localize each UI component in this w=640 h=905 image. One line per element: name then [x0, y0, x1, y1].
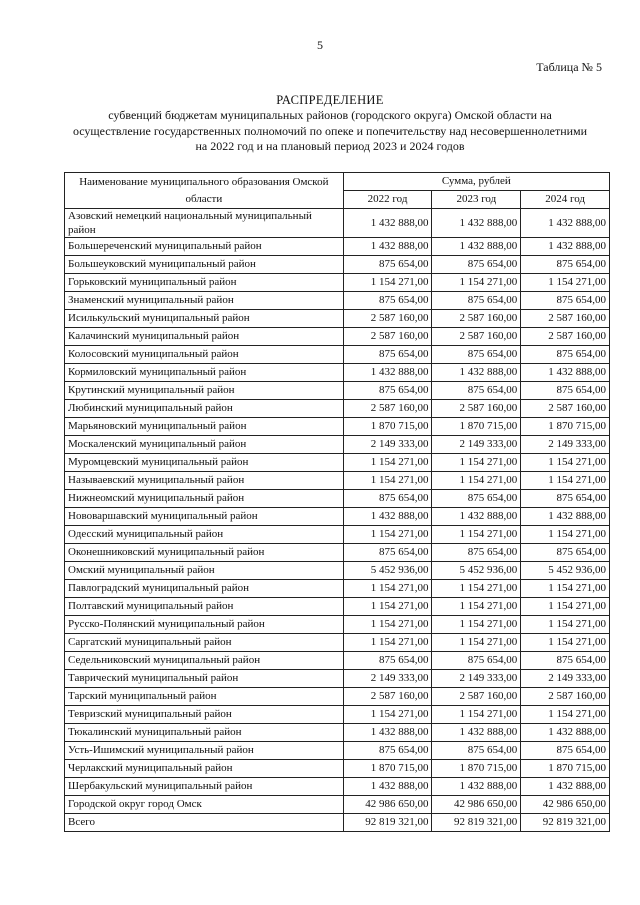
document-heading: [40, 92, 620, 155]
row-value-2022: 5 452 936,00: [343, 562, 432, 580]
row-value-2023: 2 587 160,00: [432, 688, 521, 706]
row-value-2024: 1 870 715,00: [521, 418, 610, 436]
table-row: [65, 544, 610, 562]
row-value-2024: 875 654,00: [521, 256, 610, 274]
table-row: [65, 328, 610, 346]
row-value-2024: 1 154 271,00: [521, 526, 610, 544]
row-value-2022: 875 654,00: [343, 382, 432, 400]
table-row: [65, 346, 610, 364]
row-value-2022: 1 154 271,00: [343, 472, 432, 490]
row-name: Муромцевский муниципальный район: [65, 454, 344, 472]
row-name: Тевризский муниципальный район: [65, 706, 344, 724]
row-value-2023: 1 432 888,00: [432, 238, 521, 256]
table-row: [65, 670, 610, 688]
row-name: Оконешниковский муниципальный район: [65, 544, 344, 562]
row-value-2022: 1 154 271,00: [343, 706, 432, 724]
row-value-2024: 875 654,00: [521, 382, 610, 400]
row-value-2023: 42 986 650,00: [432, 796, 521, 814]
row-value-2023: 2 149 333,00: [432, 670, 521, 688]
row-value-2023: 875 654,00: [432, 544, 521, 562]
row-value-2023: 875 654,00: [432, 292, 521, 310]
header-year-2022: 2022 год: [343, 191, 432, 209]
table-row: [65, 598, 610, 616]
table-row: [65, 256, 610, 274]
row-value-2023: 2 149 333,00: [432, 436, 521, 454]
row-value-2022: 1 870 715,00: [343, 760, 432, 778]
document-title: РАСПРЕДЕЛЕНИЕ: [276, 93, 384, 107]
row-value-2022: 875 654,00: [343, 256, 432, 274]
row-value-2023: 1 870 715,00: [432, 760, 521, 778]
row-name: Калачинский муниципальный район: [65, 328, 344, 346]
header-sum: Сумма, рублей: [343, 173, 609, 191]
row-value-2024: 2 587 160,00: [521, 310, 610, 328]
row-name: Седельниковский муниципальный район: [65, 652, 344, 670]
row-name: Черлакский муниципальный район: [65, 760, 344, 778]
row-name: Нижнеомский муниципальный район: [65, 490, 344, 508]
row-value-2023: 875 654,00: [432, 652, 521, 670]
row-name: Тюкалинский муниципальный район: [65, 724, 344, 742]
row-value-2024: 1 154 271,00: [521, 634, 610, 652]
row-value-2023: 875 654,00: [432, 490, 521, 508]
row-value-2022: 1 432 888,00: [343, 778, 432, 796]
row-value-2024: 1 432 888,00: [521, 778, 610, 796]
row-value-2023: 1 432 888,00: [432, 778, 521, 796]
table-row: [65, 778, 610, 796]
row-name: Саргатский муниципальный район: [65, 634, 344, 652]
row-value-2023: 875 654,00: [432, 346, 521, 364]
row-value-2022: 1 432 888,00: [343, 508, 432, 526]
row-name: Павлоградский муниципальный район: [65, 580, 344, 598]
row-value-2022: 1 154 271,00: [343, 274, 432, 292]
row-value-2024: 2 587 160,00: [521, 328, 610, 346]
row-value-2024: 1 432 888,00: [521, 238, 610, 256]
row-name: Таврический муниципальный район: [65, 670, 344, 688]
row-name: Всего: [65, 814, 344, 832]
row-name: Горьковский муниципальный район: [65, 274, 344, 292]
row-name: Омский муниципальный район: [65, 562, 344, 580]
row-value-2022: 875 654,00: [343, 652, 432, 670]
row-value-2024: 1 154 271,00: [521, 616, 610, 634]
row-value-2024: 875 654,00: [521, 346, 610, 364]
table-row: [65, 742, 610, 760]
row-value-2022: 1 154 271,00: [343, 580, 432, 598]
row-value-2023: 2 587 160,00: [432, 400, 521, 418]
row-value-2023: 1 154 271,00: [432, 598, 521, 616]
row-name: Нововаршавский муниципальный район: [65, 508, 344, 526]
table-row: [65, 508, 610, 526]
row-value-2022: 875 654,00: [343, 490, 432, 508]
row-value-2022: 1 154 271,00: [343, 616, 432, 634]
table-row: [65, 400, 610, 418]
table-row: [65, 652, 610, 670]
row-value-2023: 1 154 271,00: [432, 634, 521, 652]
row-value-2023: 1 432 888,00: [432, 508, 521, 526]
row-value-2022: 2 149 333,00: [343, 436, 432, 454]
row-value-2022: 1 154 271,00: [343, 634, 432, 652]
header-year-2023: 2023 год: [432, 191, 521, 209]
row-value-2022: 2 587 160,00: [343, 688, 432, 706]
row-name: Усть-Ишимский муниципальный район: [65, 742, 344, 760]
row-value-2024: 875 654,00: [521, 544, 610, 562]
table-row: [65, 418, 610, 436]
row-value-2024: 2 587 160,00: [521, 688, 610, 706]
row-value-2022: 2 587 160,00: [343, 328, 432, 346]
row-name: Исилькульский муниципальный район: [65, 310, 344, 328]
row-value-2024: 1 154 271,00: [521, 274, 610, 292]
row-value-2023: 1 154 271,00: [432, 454, 521, 472]
table-row: [65, 760, 610, 778]
row-value-2022: 1 432 888,00: [343, 724, 432, 742]
row-name: Кормиловский муниципальный район: [65, 364, 344, 382]
row-value-2024: 1 432 888,00: [521, 508, 610, 526]
row-value-2024: 1 154 271,00: [521, 598, 610, 616]
row-value-2024: 1 154 271,00: [521, 706, 610, 724]
row-value-2023: 875 654,00: [432, 382, 521, 400]
table-row: [65, 814, 610, 832]
row-value-2023: 1 432 888,00: [432, 364, 521, 382]
table-row: [65, 724, 610, 742]
table-row: [65, 706, 610, 724]
row-value-2022: 1 432 888,00: [343, 209, 432, 238]
row-value-2024: 875 654,00: [521, 652, 610, 670]
table-row: [65, 292, 610, 310]
table-row: [65, 209, 610, 238]
row-value-2023: 2 587 160,00: [432, 328, 521, 346]
row-value-2024: 42 986 650,00: [521, 796, 610, 814]
row-name: Большеуковский муниципальный район: [65, 256, 344, 274]
row-value-2022: 875 654,00: [343, 742, 432, 760]
header-municipality: Наименование муниципального образования Омской области: [65, 173, 344, 209]
page-number: 5: [317, 38, 323, 52]
table-row: [65, 364, 610, 382]
row-value-2024: 2 149 333,00: [521, 436, 610, 454]
row-value-2024: 1 154 271,00: [521, 580, 610, 598]
row-name: Большереченский муниципальный район: [65, 238, 344, 256]
row-value-2022: 1 432 888,00: [343, 238, 432, 256]
row-value-2024: 92 819 321,00: [521, 814, 610, 832]
subtitle-line-3: на 2022 год и на плановый период 2023 и 2024 годов: [195, 139, 465, 153]
table-row: [65, 436, 610, 454]
row-value-2024: 1 432 888,00: [521, 364, 610, 382]
row-value-2023: 1 154 271,00: [432, 706, 521, 724]
table-row: [65, 562, 610, 580]
row-value-2023: 2 587 160,00: [432, 310, 521, 328]
row-name: Называевский муниципальный район: [65, 472, 344, 490]
row-value-2024: 2 587 160,00: [521, 400, 610, 418]
table-row: [65, 490, 610, 508]
header-year-2024: 2024 год: [521, 191, 610, 209]
row-name: Городской округ город Омск: [65, 796, 344, 814]
row-value-2022: 875 654,00: [343, 544, 432, 562]
row-value-2023: 1 154 271,00: [432, 580, 521, 598]
table-row: [65, 634, 610, 652]
row-value-2023: 1 154 271,00: [432, 526, 521, 544]
table-row: [65, 796, 610, 814]
table-row: [65, 472, 610, 490]
table-row: [65, 616, 610, 634]
row-name: Марьяновский муниципальный район: [65, 418, 344, 436]
row-value-2022: 875 654,00: [343, 346, 432, 364]
row-value-2022: 1 154 271,00: [343, 526, 432, 544]
table-row: [65, 382, 610, 400]
subtitle-line-1: субвенций бюджетам муниципальных районов (городского округа) Омской области на: [108, 108, 552, 122]
row-name: Азовский немецкий национальный муниципальный район: [65, 209, 344, 238]
row-value-2023: 92 819 321,00: [432, 814, 521, 832]
row-value-2022: 92 819 321,00: [343, 814, 432, 832]
row-value-2022: 1 870 715,00: [343, 418, 432, 436]
row-value-2023: 1 432 888,00: [432, 209, 521, 238]
row-name: Крутинский муниципальный район: [65, 382, 344, 400]
row-value-2024: 2 149 333,00: [521, 670, 610, 688]
table-row: [65, 454, 610, 472]
table-row: [65, 310, 610, 328]
row-value-2024: 875 654,00: [521, 742, 610, 760]
row-value-2023: 5 452 936,00: [432, 562, 521, 580]
row-name: Шербакульский муниципальный район: [65, 778, 344, 796]
table-row: [65, 688, 610, 706]
row-value-2023: 875 654,00: [432, 256, 521, 274]
row-value-2024: 1 154 271,00: [521, 454, 610, 472]
row-value-2022: 1 432 888,00: [343, 364, 432, 382]
row-value-2022: 2 587 160,00: [343, 400, 432, 418]
table-row: [65, 238, 610, 256]
row-name: Знаменский муниципальный район: [65, 292, 344, 310]
table-label: Таблица № 5: [536, 60, 602, 74]
table-row: [65, 526, 610, 544]
row-name: Одесский муниципальный район: [65, 526, 344, 544]
row-value-2022: 875 654,00: [343, 292, 432, 310]
row-value-2024: 875 654,00: [521, 292, 610, 310]
row-name: Полтавский муниципальный район: [65, 598, 344, 616]
row-value-2024: 1 432 888,00: [521, 209, 610, 238]
row-name: Колосовский муниципальный район: [65, 346, 344, 364]
row-name: Тарский муниципальный район: [65, 688, 344, 706]
row-value-2023: 1 154 271,00: [432, 616, 521, 634]
distribution-table: [64, 172, 610, 832]
row-value-2023: 1 154 271,00: [432, 472, 521, 490]
row-value-2022: 2 587 160,00: [343, 310, 432, 328]
row-value-2023: 1 154 271,00: [432, 274, 521, 292]
row-value-2022: 42 986 650,00: [343, 796, 432, 814]
row-value-2022: 2 149 333,00: [343, 670, 432, 688]
row-value-2023: 875 654,00: [432, 742, 521, 760]
row-value-2024: 875 654,00: [521, 490, 610, 508]
row-value-2022: 1 154 271,00: [343, 598, 432, 616]
table-row: [65, 274, 610, 292]
row-value-2024: 5 452 936,00: [521, 562, 610, 580]
row-value-2024: 1 432 888,00: [521, 724, 610, 742]
row-value-2024: 1 154 271,00: [521, 472, 610, 490]
row-value-2023: 1 870 715,00: [432, 418, 521, 436]
row-name: Русско-Полянский муниципальный район: [65, 616, 344, 634]
row-name: Любинский муниципальный район: [65, 400, 344, 418]
row-name: Москаленский муниципальный район: [65, 436, 344, 454]
row-value-2022: 1 154 271,00: [343, 454, 432, 472]
row-value-2023: 1 432 888,00: [432, 724, 521, 742]
table-row: [65, 580, 610, 598]
row-value-2024: 1 870 715,00: [521, 760, 610, 778]
subtitle-line-2: осуществление государственных полномочий по опеке и попечительству над несовершеннолетними: [72, 123, 588, 138]
